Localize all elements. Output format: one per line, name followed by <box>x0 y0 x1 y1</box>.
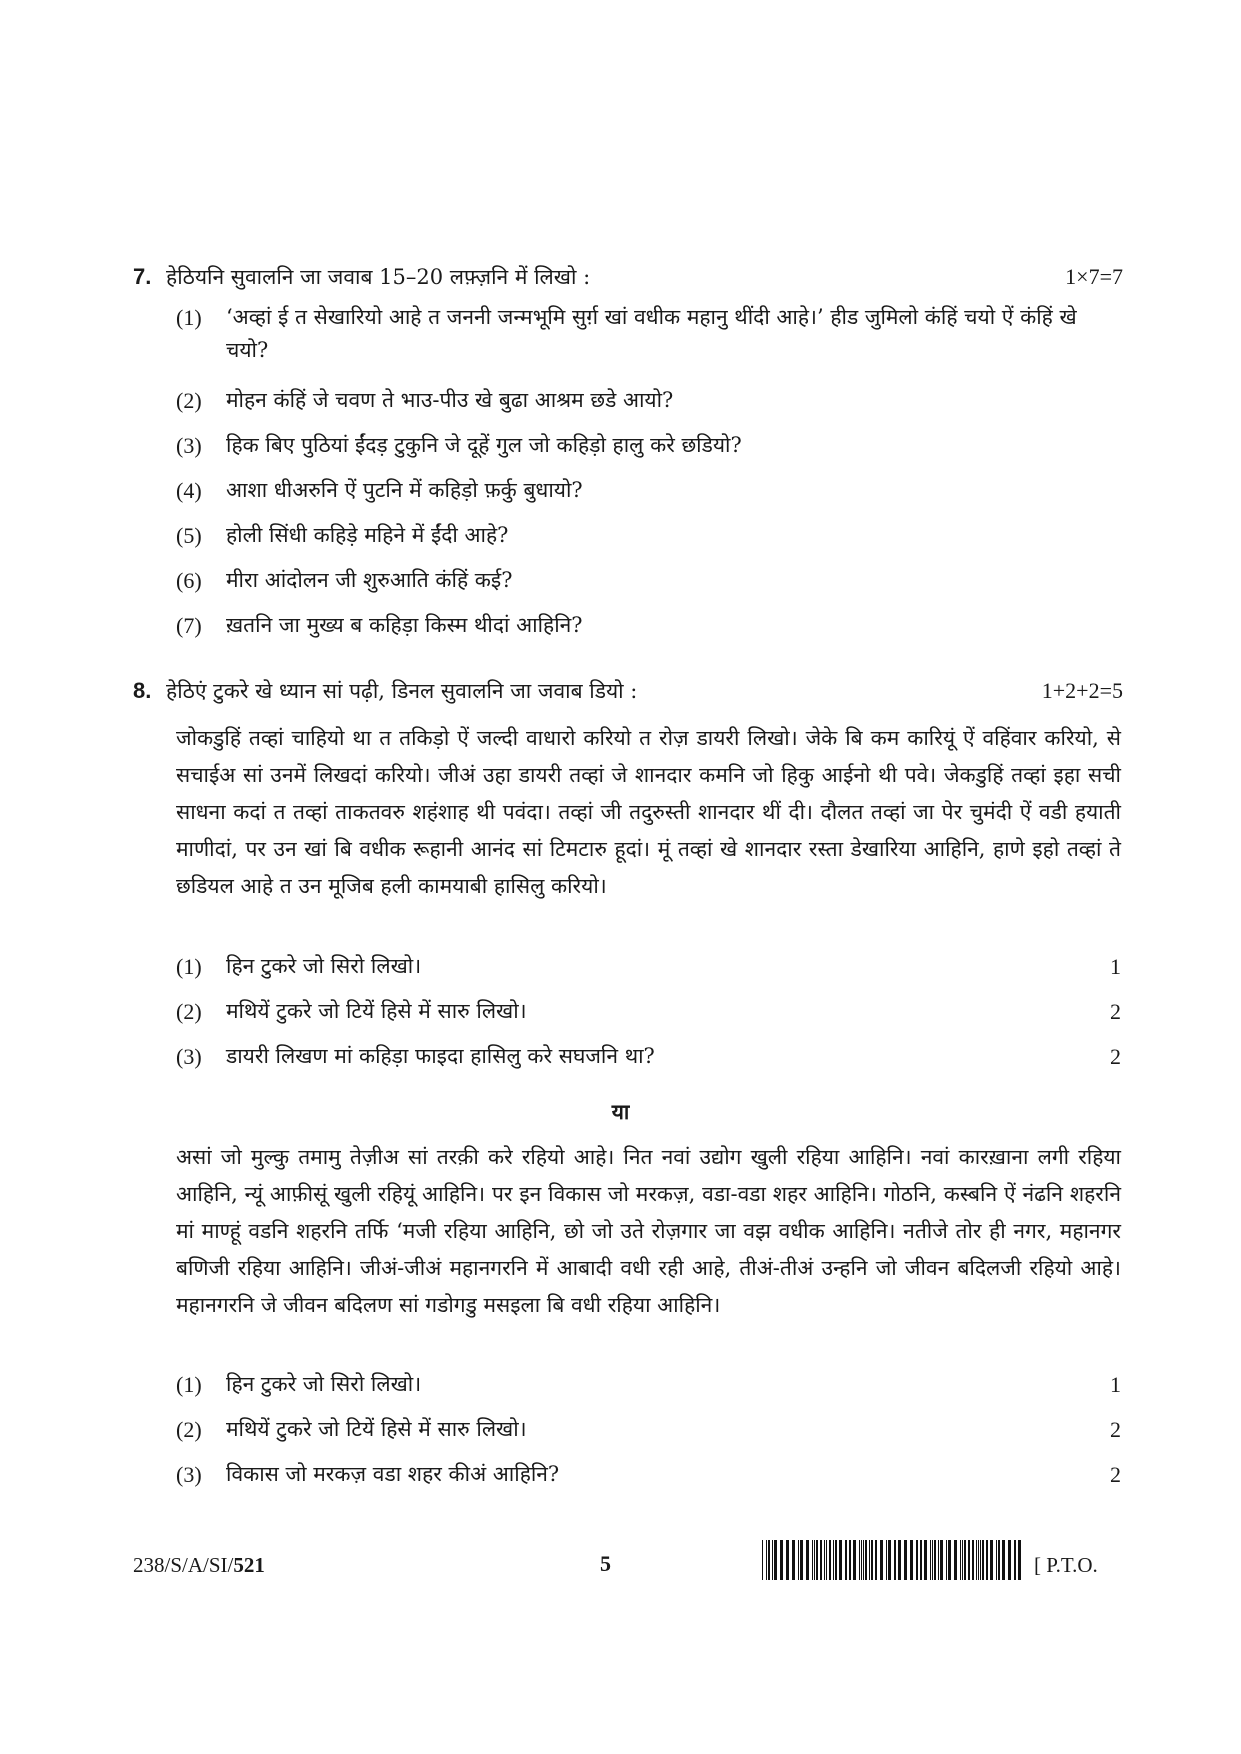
paper-code <box>133 1553 265 1578</box>
paper-code-prefix: 238/S/A/SI/ <box>133 1553 234 1577</box>
barcode-image <box>762 1540 1024 1580</box>
item-mark: 1 <box>1110 954 1121 979</box>
q8-heading <box>133 676 1123 706</box>
q7-item-5 <box>176 519 1121 553</box>
item-number: (5) <box>176 523 202 548</box>
item-text: डायरी लिखण मां कहिड़ा फाइदा हासिलु करे सघजनि था? <box>226 1044 655 1068</box>
q8-passage1-item-3 <box>176 1040 1121 1074</box>
item-number: (1) <box>176 1372 202 1397</box>
item-text: मीरा आंदोलन जी शुरुआति कंहिं कई? <box>226 568 513 592</box>
q8-passage1-item-2 <box>176 995 1121 1029</box>
item-mark: 1 <box>1110 1372 1121 1397</box>
item-text: हिन टुकरे जो सिरो लिखो। <box>226 1372 422 1396</box>
item-mark: 2 <box>1110 1044 1121 1069</box>
item-number: (2) <box>176 1417 202 1442</box>
item-text: हिन टुकरे जो सिरो लिखो। <box>226 954 422 978</box>
item-number: (1) <box>176 305 202 330</box>
q8-passage-2: असां जो मुल्कु तमामु तेज़ीअ सां तरक़ी करे रहियो आहे। नित नवां उद्योग खुली रहिया आहिनि। नवां कारख़ाना लगी रहिया आहिनि, न्यूं आफ़ीसूं खुली रहियूं आहिनि। पर इन विकास जो मरकज़, वडा-वडा शहर आहिनि। गोठनि, कस्बनि ऐं नंढनि शहरनि मां माण्हूं वडनि शहरनि तर्फि ‘मजी रहिया आहिनि, छो जो उते रोज़गार जा वझ वधीक आहिनि। नतीजे तोर ही नगर, महानगर बणिजी रहिया आहिनि। जीअं-जीअं महानगरनि में आबादी वधी रही आहे, तीअं-तीअं उन्हनि जो जीवन बदिलजी रहियो आहे। महानगरनि जे जीवन बदिलण सां गडोगडु मसइला बि वधी रहिया आहिनि। <box>176 1145 1121 1317</box>
item-text: मथियें टुकरे जो टियें हिसे में सारु लिखो। <box>226 999 527 1023</box>
q7-item-2 <box>176 384 1121 418</box>
item-number: (6) <box>176 568 202 593</box>
q7-item-3 <box>176 429 1121 463</box>
item-text: आशा धीअरुनि ऐं पुटनि में कहिड़ो फ़र्कु बुधायो? <box>226 478 583 502</box>
q8-marks: 1+2+2=5 <box>1041 678 1123 703</box>
item-mark: 2 <box>1110 999 1121 1024</box>
item-number: (7) <box>176 613 202 638</box>
item-mark: 2 <box>1110 1417 1121 1442</box>
q7-marks: 1×7=7 <box>1065 264 1123 289</box>
item-text: ख़तनि जा मुख्य ब कहिड़ा किस्म थीदां आहिनि? <box>226 613 583 637</box>
item-number: (3) <box>176 433 202 458</box>
item-number: (3) <box>176 1462 202 1487</box>
or-label: या <box>611 1099 630 1124</box>
item-text: हिक बिए पुठियां ईंदड़ टुकुनि जे दूहें गुल जो कहिड़ो हालु करे छडियो? <box>226 433 742 457</box>
item-number: (4) <box>176 478 202 503</box>
q7-number: 7. <box>133 264 152 289</box>
q8-passage2-item-3 <box>176 1458 1121 1492</box>
q7-item-4 <box>176 474 1121 508</box>
q8-heading-text: हेठिएं टुकरे खे ध्यान सां पढ़ी, डिनल सुवालनि जा जवाब डियो : <box>166 679 638 703</box>
item-number: (3) <box>176 1044 202 1069</box>
item-text: होली सिंधी कहिड़े महिने में ईंदी आहे? <box>226 523 509 547</box>
q8-passage2-item-1 <box>176 1368 1121 1402</box>
item-text: ‘अव्हां ई त सेखारियो आहे त जननी जन्मभूमि सुर्ग़ खां वधीक महानु थींदी आहे।’ हीड जुमिलो कंहिं चयो ऐं कंहिं खे चयो? <box>226 305 1077 362</box>
paper-code-bold: 521 <box>233 1553 265 1577</box>
q8-number: 8. <box>133 678 152 703</box>
q7-item-1 <box>176 301 1121 367</box>
item-number: (1) <box>176 954 202 979</box>
q7-item-7 <box>176 609 1121 643</box>
q8-passage-1: जोकडुहिं तव्हां चाहियो था त तकिड़ो ऐं जल्दी वाधारो करियो त रोज़ डायरी लिखो। जेके बि कम कारियूं ऐं वहिंवार करियो, से सचाईअ सां उनमें लिखदां करियो। जीअं उहा डायरी तव्हां जे शानदार कमनि जो हिकु आईनो थी पवे। जेकडुहिं तव्हां इहा सची साधना कदां त तव्हां ताकतवरु शहंशाह थी पवंदा। तव्हां जी तदुरुस्ती शानदार थीं दी। दौलत तव्हां जा पेर चुमंदी ऐं वडी हयाती माणीदां, पर उन खां बि वधीक रूहानी आनंद सां टिमटारु हूदां। मूं तव्हां खे शानदार रस्ता डेखारिया आहिनि, हाणे इहो तव्हां ते छडियल आहे त उन मूजिब हली कामयाबी हासिलु करियो। <box>176 726 1121 898</box>
q8-passage1-item-1 <box>176 950 1121 984</box>
pto-label: [ P.T.O. <box>1034 1553 1098 1577</box>
item-text: विकास जो मरकज़ वडा शहर कीअं आहिनि? <box>226 1462 560 1486</box>
q7-heading <box>133 262 1123 292</box>
item-mark: 2 <box>1110 1462 1121 1487</box>
q8-passage2-item-2 <box>176 1413 1121 1447</box>
item-number: (2) <box>176 999 202 1024</box>
page-number: 5 <box>600 1551 611 1576</box>
item-number: (2) <box>176 388 202 413</box>
item-text: मथियें टुकरे जो टियें हिसे में सारु लिखो। <box>226 1417 527 1441</box>
item-text: मोहन कंहिं जे चवण ते भाउ-पीउ खे बुढा आश्रम छडे आयो? <box>226 388 674 412</box>
q7-item-6 <box>176 564 1121 598</box>
q7-heading-text: हेठियनि सुवालनि जा जवाब 15–20 लफ़्ज़नि में लिखो : <box>166 265 591 289</box>
